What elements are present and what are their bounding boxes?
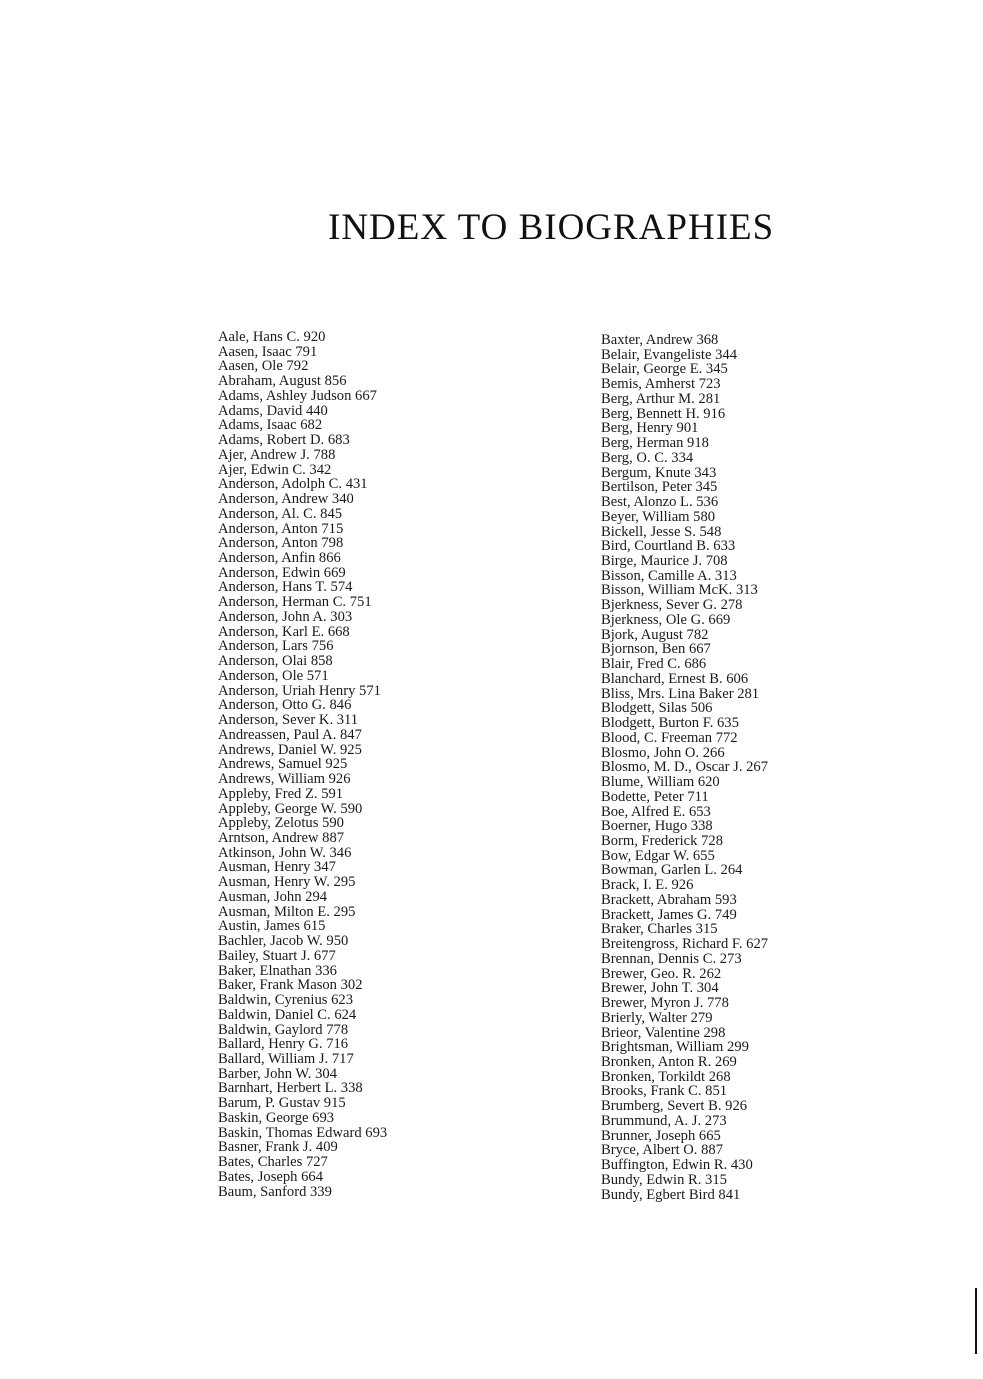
index-entry: Anderson, Sever K. 311 bbox=[218, 712, 359, 729]
index-entry: Bjerkness, Sever G. 278 bbox=[601, 597, 743, 614]
index-entry: Bodette, Peter 711 bbox=[601, 788, 709, 805]
index-entry: Anderson, Al. C. 845 bbox=[218, 505, 343, 522]
index-entry: Blanchard, Ernest B. 606 bbox=[601, 670, 749, 687]
index-entry: Blume, William 620 bbox=[601, 774, 720, 791]
index-entry: Bowman, Garlen L. 264 bbox=[601, 862, 743, 879]
index-entry: Andrews, Samuel 925 bbox=[218, 756, 348, 773]
index-entry: Bronken, Anton R. 269 bbox=[601, 1053, 737, 1070]
index-entry: Anderson, Hans T. 574 bbox=[218, 579, 353, 596]
index-entry: Bow, Edgar W. 655 bbox=[601, 847, 715, 864]
index-entry: Anderson, Anfin 866 bbox=[218, 550, 341, 567]
index-entry: Barnhart, Herbert L. 338 bbox=[218, 1080, 363, 1097]
index-entry: Adams, Robert D. 683 bbox=[218, 432, 350, 449]
index-column-left bbox=[218, 330, 387, 1199]
index-entry: Bertilson, Peter 345 bbox=[601, 479, 718, 496]
index-entry: Bachler, Jacob W. 950 bbox=[218, 933, 349, 950]
index-entry: Buffington, Edwin R. 430 bbox=[601, 1157, 753, 1174]
index-entry: Bemis, Amherst 723 bbox=[601, 376, 721, 393]
index-entry: Bronken, Torkildt 268 bbox=[601, 1068, 731, 1085]
index-entry: Barum, P. Gustav 915 bbox=[218, 1095, 346, 1112]
index-column-right bbox=[601, 333, 768, 1202]
index-entry: Belair, Evangeliste 344 bbox=[601, 346, 737, 363]
index-entry: Anderson, Olai 858 bbox=[218, 653, 333, 670]
index-entry: Aale, Hans C. 920 bbox=[218, 329, 326, 345]
index-entry: Best, Alonzo L. 536 bbox=[601, 494, 719, 511]
index-entry: Baskin, Thomas Edward 693 bbox=[218, 1124, 388, 1141]
index-entry: Andrews, William 926 bbox=[218, 771, 351, 788]
index-entry: Brightsman, William 299 bbox=[601, 1039, 749, 1056]
index-entry: Atkinson, John W. 346 bbox=[218, 844, 352, 861]
index-entry: Bird, Courtland B. 633 bbox=[601, 538, 736, 555]
index-entry: Arntson, Andrew 887 bbox=[218, 829, 345, 846]
page-title: INDEX TO BIOGRAPHIES bbox=[328, 207, 775, 248]
index-entry: Ballard, William J. 717 bbox=[218, 1050, 354, 1067]
index-entry: Brierly, Walter 279 bbox=[601, 1009, 713, 1026]
index-entry: Ballard, Henry G. 716 bbox=[218, 1036, 349, 1053]
index-entry: Baldwin, Gaylord 778 bbox=[218, 1021, 349, 1038]
index-entry: Barber, John W. 304 bbox=[218, 1065, 337, 1082]
index-entry: Belair, George E. 345 bbox=[601, 361, 728, 378]
index-entry: Anderson, John A. 303 bbox=[218, 608, 353, 625]
index-entry: Berg, Bennett H. 916 bbox=[601, 405, 726, 422]
index-entry: Berg, Arthur M. 281 bbox=[601, 390, 721, 407]
index-entry: Brieor, Valentine 298 bbox=[601, 1024, 726, 1041]
index-entry: Brewer, Geo. R. 262 bbox=[601, 965, 722, 982]
index-entry: Bisson, William McK. 313 bbox=[601, 582, 758, 599]
index-entry: Ausman, Henry W. 295 bbox=[218, 874, 356, 891]
index-entry: Baum, Sanford 339 bbox=[218, 1183, 332, 1200]
index-entry: Adams, David 440 bbox=[218, 402, 328, 419]
index-entry: Brooks, Frank C. 851 bbox=[601, 1083, 728, 1100]
index-entry: Anderson, Ole 571 bbox=[218, 667, 329, 684]
index-entry: Bickell, Jesse S. 548 bbox=[601, 523, 722, 540]
index-entry: Birge, Maurice J. 708 bbox=[601, 553, 728, 570]
index-entry: Austin, James 615 bbox=[218, 918, 326, 935]
index-entry: Ajer, Edwin C. 342 bbox=[218, 461, 332, 478]
index-entry: Bailey, Stuart J. 677 bbox=[218, 947, 336, 964]
index-entry: Baker, Elnathan 336 bbox=[218, 962, 337, 979]
index-entry: Brewer, John T. 304 bbox=[601, 980, 719, 997]
index-entry: Braker, Charles 315 bbox=[601, 921, 718, 938]
index-entry: Bundy, Egbert Bird 841 bbox=[601, 1186, 741, 1203]
index-entry: Brumberg, Severt B. 926 bbox=[601, 1098, 748, 1115]
index-entry: Bjork, August 782 bbox=[601, 626, 709, 643]
index-entry: Brack, I. E. 926 bbox=[601, 877, 694, 894]
index-entry: Anderson, Edwin 669 bbox=[218, 564, 346, 581]
index-entry: Ausman, John 294 bbox=[218, 888, 328, 905]
index-entry: Ausman, Henry 347 bbox=[218, 859, 336, 876]
index-entry: Anderson, Lars 756 bbox=[218, 638, 334, 655]
index-entry: Appleby, Fred Z. 591 bbox=[218, 785, 344, 802]
index-entry: Abraham, August 856 bbox=[218, 373, 347, 390]
index-entry: Anderson, Anton 798 bbox=[218, 535, 344, 552]
index-entry: Bjerkness, Ole G. 669 bbox=[601, 611, 731, 628]
page-edge-rule bbox=[975, 1288, 977, 1354]
index-entry: Berg, O. C. 334 bbox=[601, 449, 694, 466]
index-entry: Boe, Alfred E. 653 bbox=[601, 803, 711, 820]
index-entry: Brewer, Myron J. 778 bbox=[601, 995, 729, 1012]
index-entry: Boerner, Hugo 338 bbox=[601, 818, 713, 835]
index-entry: Baldwin, Daniel C. 624 bbox=[218, 1006, 357, 1023]
index-entry: Aasen, Ole 792 bbox=[218, 358, 309, 375]
index-entry: Blosmo, M. D., Oscar J. 267 bbox=[601, 759, 769, 776]
index-entry: Appleby, Zelotus 590 bbox=[218, 815, 344, 832]
index-entry: Andrews, Daniel W. 925 bbox=[218, 741, 362, 758]
index-entry: Blodgett, Burton F. 635 bbox=[601, 715, 739, 732]
index-entry: Ausman, Milton E. 295 bbox=[218, 903, 356, 920]
index-entry: Bryce, Albert O. 887 bbox=[601, 1142, 723, 1159]
index-entry: Bisson, Camille A. 313 bbox=[601, 567, 737, 584]
index-entry: Anderson, Anton 715 bbox=[218, 520, 344, 537]
index-entry: Bates, Joseph 664 bbox=[218, 1168, 323, 1185]
index-entry: Brackett, Abraham 593 bbox=[601, 891, 737, 908]
index-entry: Appleby, George W. 590 bbox=[218, 800, 363, 817]
index-entry: Bundy, Edwin R. 315 bbox=[601, 1171, 727, 1188]
index-entry: Anderson, Uriah Henry 571 bbox=[218, 682, 381, 699]
index-entry: Aasen, Isaac 791 bbox=[218, 343, 318, 360]
index-entry: Ajer, Andrew J. 788 bbox=[218, 446, 336, 463]
index-entry: Anderson, Otto G. 846 bbox=[218, 697, 352, 714]
index-entry: Anderson, Karl E. 668 bbox=[218, 623, 350, 640]
index-entry: Baskin, George 693 bbox=[218, 1109, 335, 1126]
index-entry: Berg, Henry 901 bbox=[601, 420, 699, 437]
index-entry: Bates, Charles 727 bbox=[218, 1154, 328, 1171]
index-entry: Basner, Frank J. 409 bbox=[218, 1139, 338, 1156]
index-entry: Anderson, Herman C. 751 bbox=[218, 594, 372, 611]
index-entry: Adams, Isaac 682 bbox=[218, 417, 323, 434]
index-entry: Baker, Frank Mason 302 bbox=[218, 977, 363, 994]
index-entry: Borm, Frederick 728 bbox=[601, 832, 723, 849]
index-entry: Brunner, Joseph 665 bbox=[601, 1127, 721, 1144]
index-entry: Bergum, Knute 343 bbox=[601, 464, 717, 481]
index-entry: Brackett, James G. 749 bbox=[601, 906, 737, 923]
index-entry: Blood, C. Freeman 772 bbox=[601, 729, 738, 746]
index-entry: Baxter, Andrew 368 bbox=[601, 332, 719, 348]
index-entry: Bjornson, Ben 667 bbox=[601, 641, 711, 658]
index-entry: Beyer, William 580 bbox=[601, 508, 716, 525]
index-entry: Anderson, Adolph C. 431 bbox=[218, 476, 368, 493]
index-entry: Adams, Ashley Judson 667 bbox=[218, 387, 377, 404]
index-entry: Brennan, Dennis C. 273 bbox=[601, 950, 742, 967]
index-entry: Brummund, A. J. 273 bbox=[601, 1112, 727, 1129]
index-entry: Baldwin, Cyrenius 623 bbox=[218, 992, 353, 1009]
index-entry: Blair, Fred C. 686 bbox=[601, 656, 707, 673]
index-entry: Andreassen, Paul A. 847 bbox=[218, 726, 362, 743]
index-entry: Breitengross, Richard F. 627 bbox=[601, 936, 769, 953]
index-entry: Blosmo, John O. 266 bbox=[601, 744, 725, 761]
index-entry: Bliss, Mrs. Lina Baker 281 bbox=[601, 685, 760, 702]
index-entry: Blodgett, Silas 506 bbox=[601, 700, 713, 717]
index-entry: Anderson, Andrew 340 bbox=[218, 491, 354, 508]
index-entry: Berg, Herman 918 bbox=[601, 435, 709, 452]
